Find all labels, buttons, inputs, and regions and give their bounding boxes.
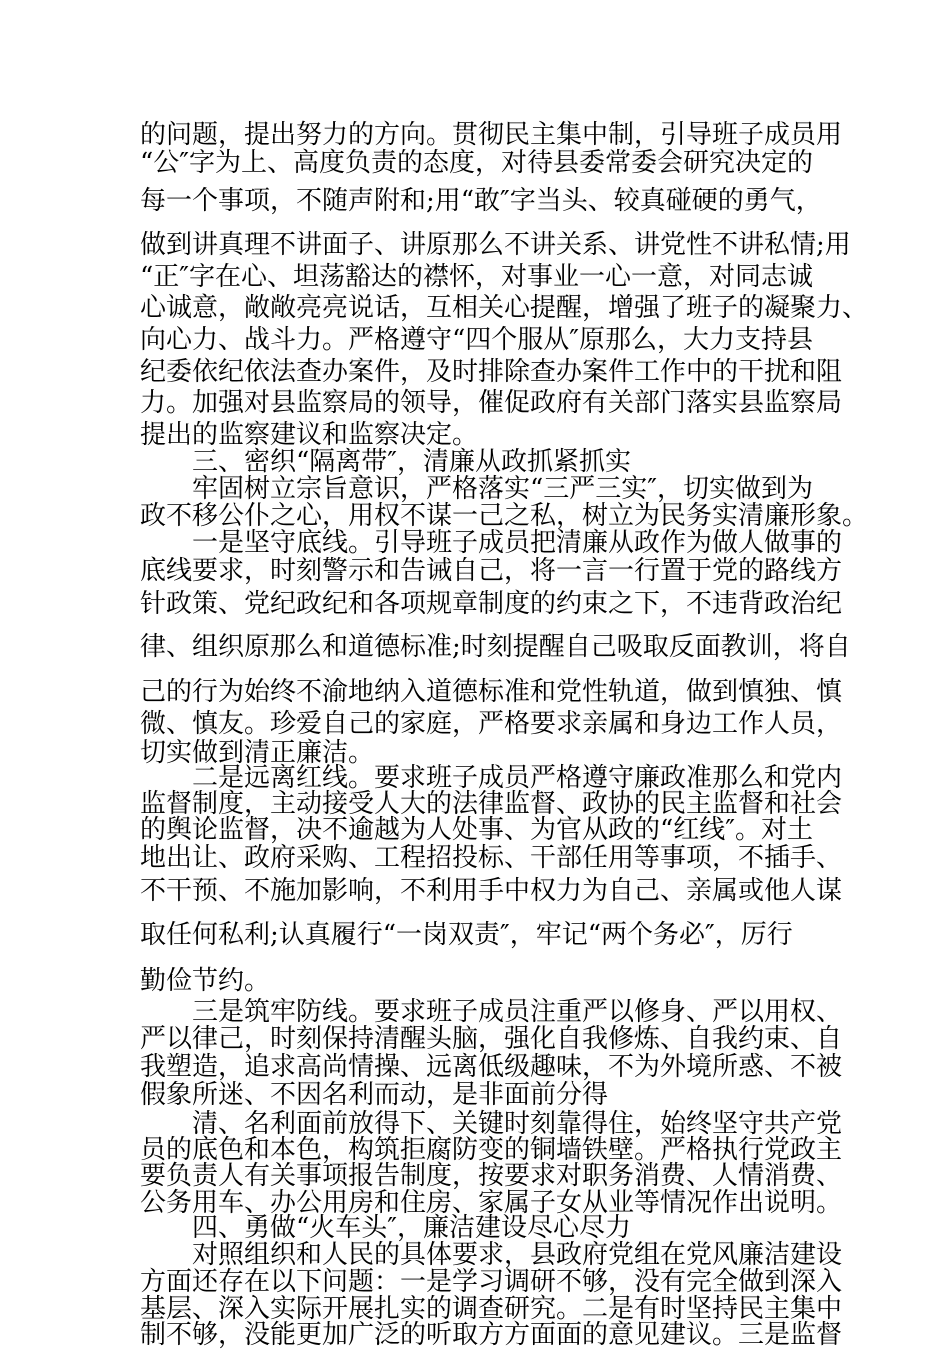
text-line: 的舆论监督，决不逾越为人处事、为官从政的“红线″。对土: [140, 815, 814, 845]
text-line: 己的行为始终不渝地纳入道德标准和党性轨道，做到慎独、慎: [140, 677, 843, 707]
text-line: 我塑造，追求高尚情操、远离低级趣味，不为外境所惑、不被: [140, 1052, 843, 1082]
text-line: 二是远离红线。要求班子成员严格遵守廉政准那么和党内: [192, 763, 843, 793]
text-line: 假象所迷、不因名利而动，是非面前分得: [140, 1080, 609, 1110]
text-line: 底线要求，时刻警示和告诫自己，将一言一行置于党的路线方: [140, 556, 843, 586]
text-line: 每一个事项，不随声附和;用“敢″字当头、较真碰硬的勇气，: [140, 186, 822, 216]
text-line: 纪委依纪依法查办案件，及时排除查办案件工作中的干扰和阻: [140, 357, 843, 387]
text-line: 的问题，提出努力的方向。贯彻民主集中制，引导班子成员用: [140, 120, 843, 150]
text-line: 三是筑牢防线。要求班子成员注重严以修身、严以用权、: [192, 997, 843, 1027]
text-line: 员的底色和本色，构筑拒腐防变的铜墙铁壁。严格执行党政主: [140, 1135, 843, 1165]
text-line: “正″字在心、坦荡豁达的襟怀，对事业一心一意，对同志诚: [140, 262, 814, 292]
text-line: “公″字为上、高度负责的态度，对待县委常委会研究决定的: [140, 148, 814, 178]
text-line: 一是坚守底线。引导班子成员把清廉从政作为做人做事的: [192, 528, 843, 558]
text-line: 向心力、战斗力。严格遵守“四个服从″原那么，大力支持县: [140, 325, 814, 355]
text-line: 要负责人有关事项报告制度，按要求对职务消费、人情消费、: [140, 1161, 843, 1191]
text-line: 公务用车、办公用房和住房、家属子女从业等情况作出说明。: [140, 1188, 843, 1218]
text-line: 基层、深入实际开展扎实的调查研究。二是有时坚持民主集中: [140, 1294, 843, 1324]
text-line: 严以律己，时刻保持清醒头脑，强化自我修炼、自我约束、自: [140, 1024, 843, 1054]
text-line: 不干预、不施加影响，不利用手中权力为自己、亲属或他人谋: [140, 876, 843, 906]
text-line: 力。加强对县监察局的领导，催促政府有关部门落实县监察局: [140, 388, 843, 418]
text-line: 制不够，没能更加广泛的听取方方面面的意见建议。三是监督: [140, 1320, 843, 1350]
text-line: 提出的监察建议和监察决定。: [140, 420, 479, 450]
text-line: 针政策、党纪政纪和各项规章制度的约束之下，不违背政治纪: [140, 589, 843, 619]
text-line: 勤俭节约。: [140, 966, 271, 996]
section-heading: 三、密织“隔离带″，清廉从政抓紧抓实: [192, 447, 632, 477]
text-line: 对照组织和人民的具体要求，县政府党组在党风廉洁建设: [192, 1240, 843, 1270]
text-line: 律、组织原那么和道德标准;时刻提醒自己吸取反面教训，将自: [140, 632, 851, 662]
text-line: 取任何私利;认真履行“一岗双责″，牢记“两个务必″，厉行: [140, 920, 793, 950]
text-line: 切实做到清正廉洁。: [140, 738, 375, 768]
text-line: 地出让、政府采购、工程招投标、干部任用等事项，不插手、: [140, 843, 843, 873]
text-line: 方面还存在以下问题：一是学习调研不够，没有完全做到深入: [140, 1267, 843, 1297]
section-heading: 四、勇做“火车头″，廉洁建设尽心尽力: [192, 1213, 632, 1243]
text-line: 政不移公仆之心，用权不谋一己之私，树立为民务实清廉形象。: [140, 501, 869, 531]
text-line: 监督制度，主动接受人大的法律监督、政协的民主监督和社会: [140, 789, 843, 819]
text-line: 做到讲真理不讲面子、讲原那么不讲关系、讲党性不讲私情;用: [140, 230, 851, 260]
text-line: 心诚意，敞敞亮亮说话，互相关心提醒，增强了班子的凝聚力、: [140, 293, 869, 323]
text-line: 微、慎友。珍爱自己的家庭，严格要求亲属和身边工作人员，: [140, 709, 843, 739]
text-line: 牢固树立宗旨意识，严格落实“三严三实″，切实做到为: [192, 474, 814, 504]
text-line: 清、名利面前放得下、关键时刻靠得住，始终坚守共产党: [192, 1109, 843, 1139]
